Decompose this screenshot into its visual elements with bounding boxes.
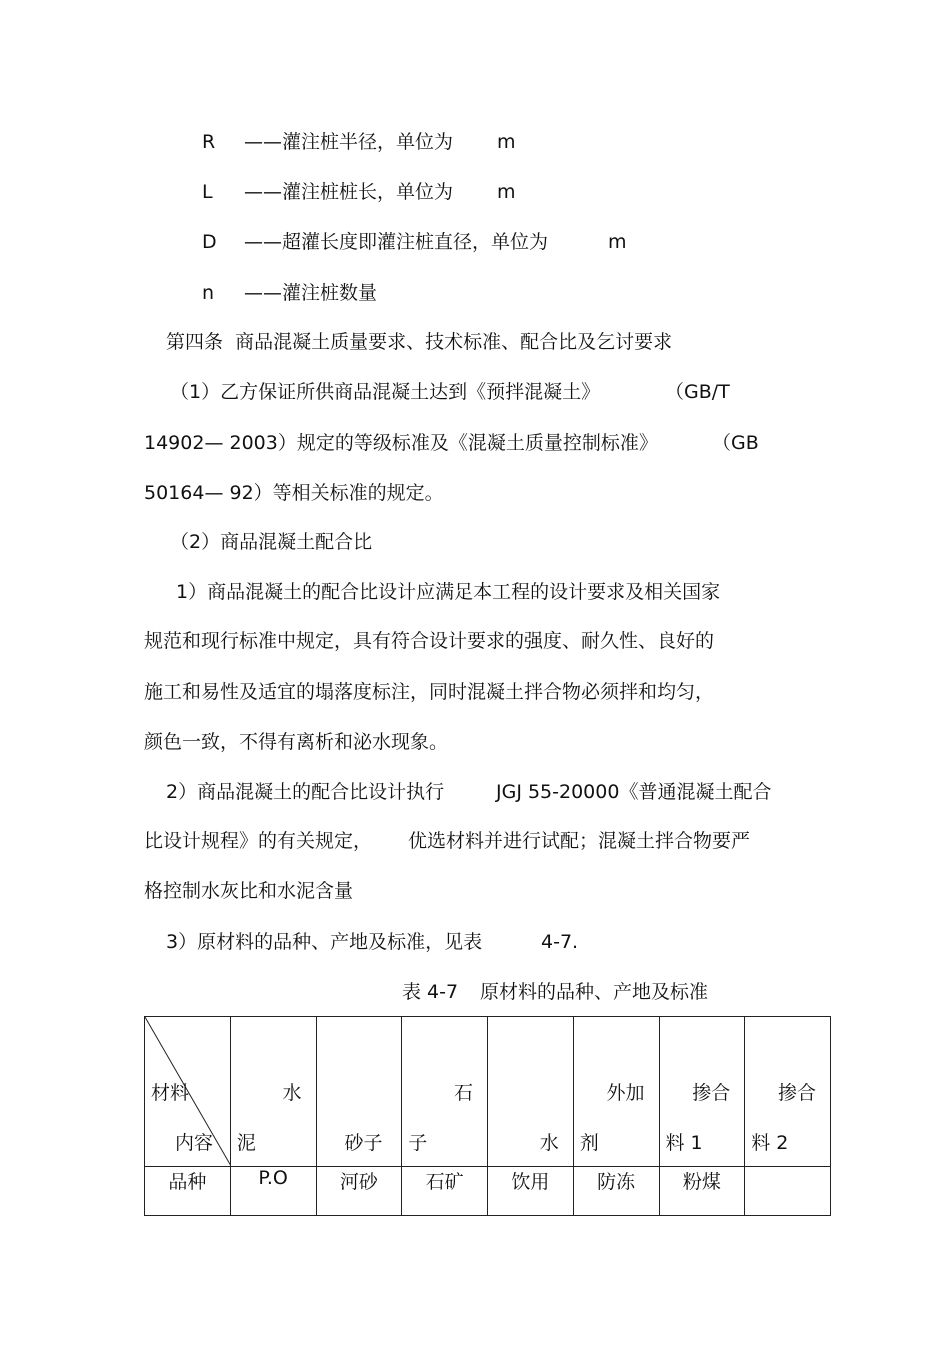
definition-n — [202, 281, 702, 305]
materials-table — [144, 1016, 831, 1216]
header-bottom: 剂 — [579, 1132, 599, 1154]
header-bottom: 水 — [539, 1132, 559, 1154]
header-addition-2 — [745, 1017, 831, 1167]
row-cell-cement: P.O — [230, 1167, 316, 1216]
para1-line1: （1）乙方保证所供商品混凝土达到《预拌混凝土》 — [170, 381, 601, 403]
header-admixture — [573, 1017, 659, 1167]
header-bottom: 料 2 — [751, 1132, 789, 1154]
row-cell-water: 饮用 — [488, 1167, 574, 1216]
definition-symbol: D — [202, 231, 217, 253]
row-cell-admixture: 防冻 — [573, 1167, 659, 1216]
row-cell-sand: 河砂 — [316, 1167, 402, 1216]
item1-line3: 施工和易性及适宜的塌落度标注，同时混凝土拌合物必须拌和均匀， — [144, 681, 715, 703]
definition-unit: m — [497, 131, 516, 153]
item2-line3: 格控制水灰比和水泥含量 — [144, 880, 354, 902]
header-bottom: 子 — [408, 1132, 428, 1154]
item3-text: 3）原材料的品种、产地及标准，见表 — [166, 931, 483, 953]
item2-line1b: JGJ 55-20000《普通混凝土配合 — [496, 781, 772, 803]
header-cement — [230, 1017, 316, 1167]
item1-line4: 颜色一致，不得有离析和泌水现象。 — [144, 731, 449, 753]
corner-cell — [145, 1017, 231, 1167]
definition-text: ——灌注桩半径，单位为 — [244, 131, 454, 153]
definition-text: ——灌注桩数量 — [244, 282, 378, 304]
header-top: 水 — [282, 1082, 302, 1104]
item2-line2a: 比设计规程》的有关规定， — [144, 830, 373, 852]
header-top: 掺合 — [777, 1082, 816, 1104]
header-top: 外加 — [606, 1082, 645, 1104]
definition-symbol: R — [202, 131, 216, 153]
header-bottom: 泥 — [236, 1132, 256, 1154]
header-bottom: 料 1 — [665, 1132, 703, 1154]
header-top: 掺合 — [692, 1082, 731, 1104]
para1-line3: 50164— 92）等相关标准的规定。 — [144, 482, 444, 504]
para1-line2-tail: （GB — [712, 432, 759, 454]
corner-bottom-label: 内容 — [175, 1132, 214, 1154]
header-water — [488, 1017, 574, 1167]
table-caption-number: 表 4-7 — [402, 981, 459, 1003]
corner-top-label: 材料 — [151, 1082, 190, 1104]
row-cell-stone: 石矿 — [402, 1167, 488, 1216]
header-stone — [402, 1017, 488, 1167]
definition-symbol: L — [202, 181, 213, 203]
row-cell-addition-2 — [745, 1167, 831, 1216]
definition-d — [202, 230, 702, 254]
para1-line2: 14902— 2003）规定的等级标准及《混凝土质量控制标准》 — [144, 432, 658, 454]
header-sand — [316, 1017, 402, 1167]
para2-heading: （2）商品混凝土配合比 — [170, 531, 373, 553]
para1-line1-tail: （GB/T — [665, 381, 730, 403]
definition-unit: m — [608, 231, 627, 253]
item2-line2b: 优选材料并进行试配；混凝土拌合物要严 — [408, 830, 751, 852]
item1-line1: 1）商品混凝土的配合比设计应满足本工程的设计要求及相关国家 — [176, 581, 721, 603]
definition-unit: m — [497, 181, 516, 203]
header-addition-1 — [659, 1017, 745, 1167]
item3-ref: 4-7. — [541, 931, 579, 953]
article-heading: 第四条 商品混凝土质量要求、技术标准、配合比及乞讨要求 — [166, 331, 673, 353]
row-label: 品种 — [145, 1167, 231, 1216]
item1-line2: 规范和现行标准中规定，具有符合设计要求的强度、耐久性、良好的 — [144, 630, 715, 652]
definition-symbol: n — [202, 282, 215, 304]
table-row — [145, 1167, 831, 1216]
table-header-row — [145, 1017, 831, 1167]
definition-r — [202, 130, 702, 154]
header-bottom: 砂子 — [344, 1132, 383, 1154]
definition-l — [202, 180, 702, 204]
definition-text: ——灌注桩桩长，单位为 — [244, 181, 454, 203]
definition-text: ——超灌长度即灌注桩直径，单位为 — [244, 231, 549, 253]
header-top: 石 — [453, 1082, 473, 1104]
table-caption-title: 原材料的品种、产地及标准 — [480, 981, 709, 1003]
item2-line1a: 2）商品混凝土的配合比设计执行 — [166, 781, 445, 803]
row-cell-addition-1: 粉煤 — [659, 1167, 745, 1216]
